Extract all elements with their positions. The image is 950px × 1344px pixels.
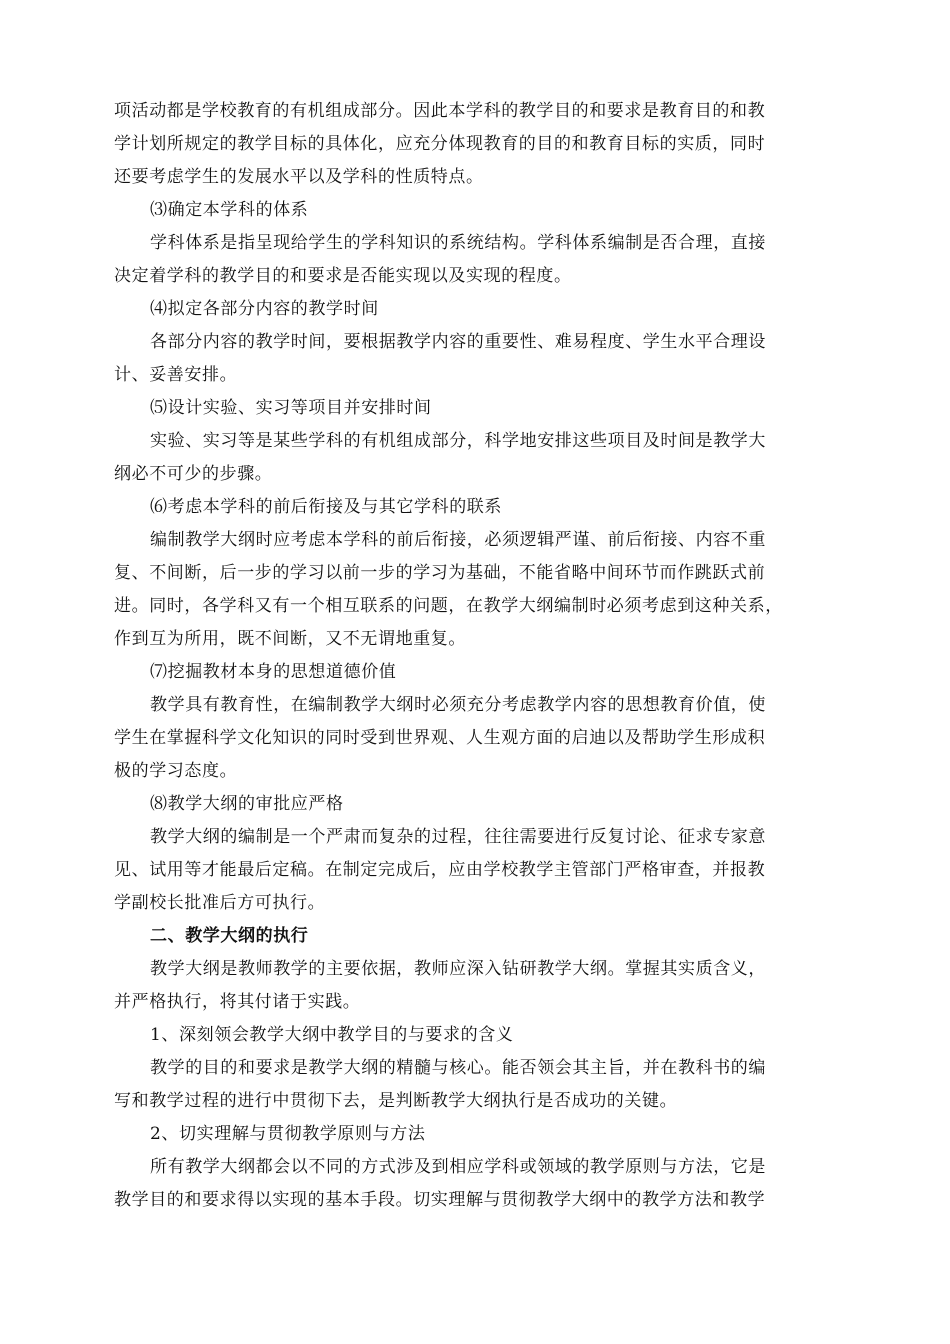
section-heading: 2、切实理解与贯彻教学原则与方法 xyxy=(150,1124,426,1144)
body-text-line: 复、不间断，后一步的学习以前一步的学习为基础，不能省略中间环节而作跳跃式前 xyxy=(114,563,766,583)
body-text-line: 项活动都是学校教育的有机组成部分。因此本学科的教学目的和要求是教育目的和教 xyxy=(114,101,766,121)
body-text-line: 各部分内容的教学时间，要根据教学内容的重要性、难易程度、学生水平合理设 xyxy=(150,332,766,352)
body-text-line: 实验、实习等是某些学科的有机组成部分，科学地安排这些项目及时间是教学大 xyxy=(150,431,766,451)
body-text-line: 计、妥善安排。 xyxy=(114,365,238,385)
body-text-line: 纲必不可少的步骤。 xyxy=(114,464,273,484)
body-text-line: 教学目的和要求得以实现的基本手段。切实理解与贯彻教学大纲中的教学方法和教学 xyxy=(114,1190,766,1210)
body-text-line: 并严格执行，将其付诸于实践。 xyxy=(114,992,361,1012)
body-text-line: 学科体系是指呈现给学生的学科知识的系统结构。学科体系编制是否合理，直接 xyxy=(150,233,766,253)
body-text-line: 学计划所规定的教学目标的具体化，应充分体现教育的目的和教育目标的实质，同时 xyxy=(114,134,766,154)
body-text-line: 决定着学科的教学目的和要求是否能实现以及实现的程度。 xyxy=(114,266,572,286)
section-heading: ⑶确定本学科的体系 xyxy=(150,200,309,220)
body-text-line: 编制教学大纲时应考虑本学科的前后衔接，必须逻辑严谨、前后衔接、内容不重 xyxy=(150,530,766,550)
section-heading: 1、深刻领会教学大纲中教学目的与要求的含义 xyxy=(150,1025,514,1045)
section-heading: ⑻教学大纲的审批应严格 xyxy=(150,794,344,814)
body-text-line: 所有教学大纲都会以不同的方式涉及到相应学科或领域的教学原则与方法，它是 xyxy=(150,1157,766,1177)
section-heading: ⑸设计实验、实习等项目并安排时间 xyxy=(150,398,432,418)
body-text-line: 学生在掌握科学文化知识的同时受到世界观、人生观方面的启迪以及帮助学生形成积 xyxy=(114,728,766,748)
body-text-line: 作到互为所用，既不间断，又不无谓地重复。 xyxy=(114,629,466,649)
body-text-line: 教学具有教育性，在编制教学大纲时必须充分考虑教学内容的思想教育价值，使 xyxy=(150,695,766,715)
body-text-line: 教学的目的和要求是教学大纲的精髓与核心。能否领会其主旨，并在教科书的编 xyxy=(150,1058,766,1078)
body-text-line: 极的学习态度。 xyxy=(114,761,238,781)
body-text-line: 进。同时，各学科又有一个相互联系的问题，在教学大纲编制时必须考虑到这种关系， xyxy=(114,596,783,616)
body-text-line: 写和教学过程的进行中贯彻下去，是判断教学大纲执行是否成功的关键。 xyxy=(114,1091,678,1111)
body-text-line: 见、试用等才能最后定稿。在制定完成后，应由学校教学主管部门严格审查，并报教 xyxy=(114,860,766,880)
section-heading: ⑹考虑本学科的前后衔接及与其它学科的联系 xyxy=(150,497,502,517)
body-text-line: 学副校长批准后方可执行。 xyxy=(114,893,326,913)
body-text-line: 还要考虑学生的发展水平以及学科的性质特点。 xyxy=(114,167,484,187)
section-heading: ⑺挖掘教材本身的思想道德价值 xyxy=(150,662,397,682)
body-text-line: 教学大纲的编制是一个严肃而复杂的过程，往往需要进行反复讨论、征求专家意 xyxy=(150,827,766,847)
body-text-line: 教学大纲是教师教学的主要依据，教师应深入钻研教学大纲。掌握其实质含义， xyxy=(150,959,766,979)
section-heading: ⑷拟定各部分内容的教学时间 xyxy=(150,299,379,319)
chapter-heading: 二、教学大纲的执行 xyxy=(150,926,309,946)
